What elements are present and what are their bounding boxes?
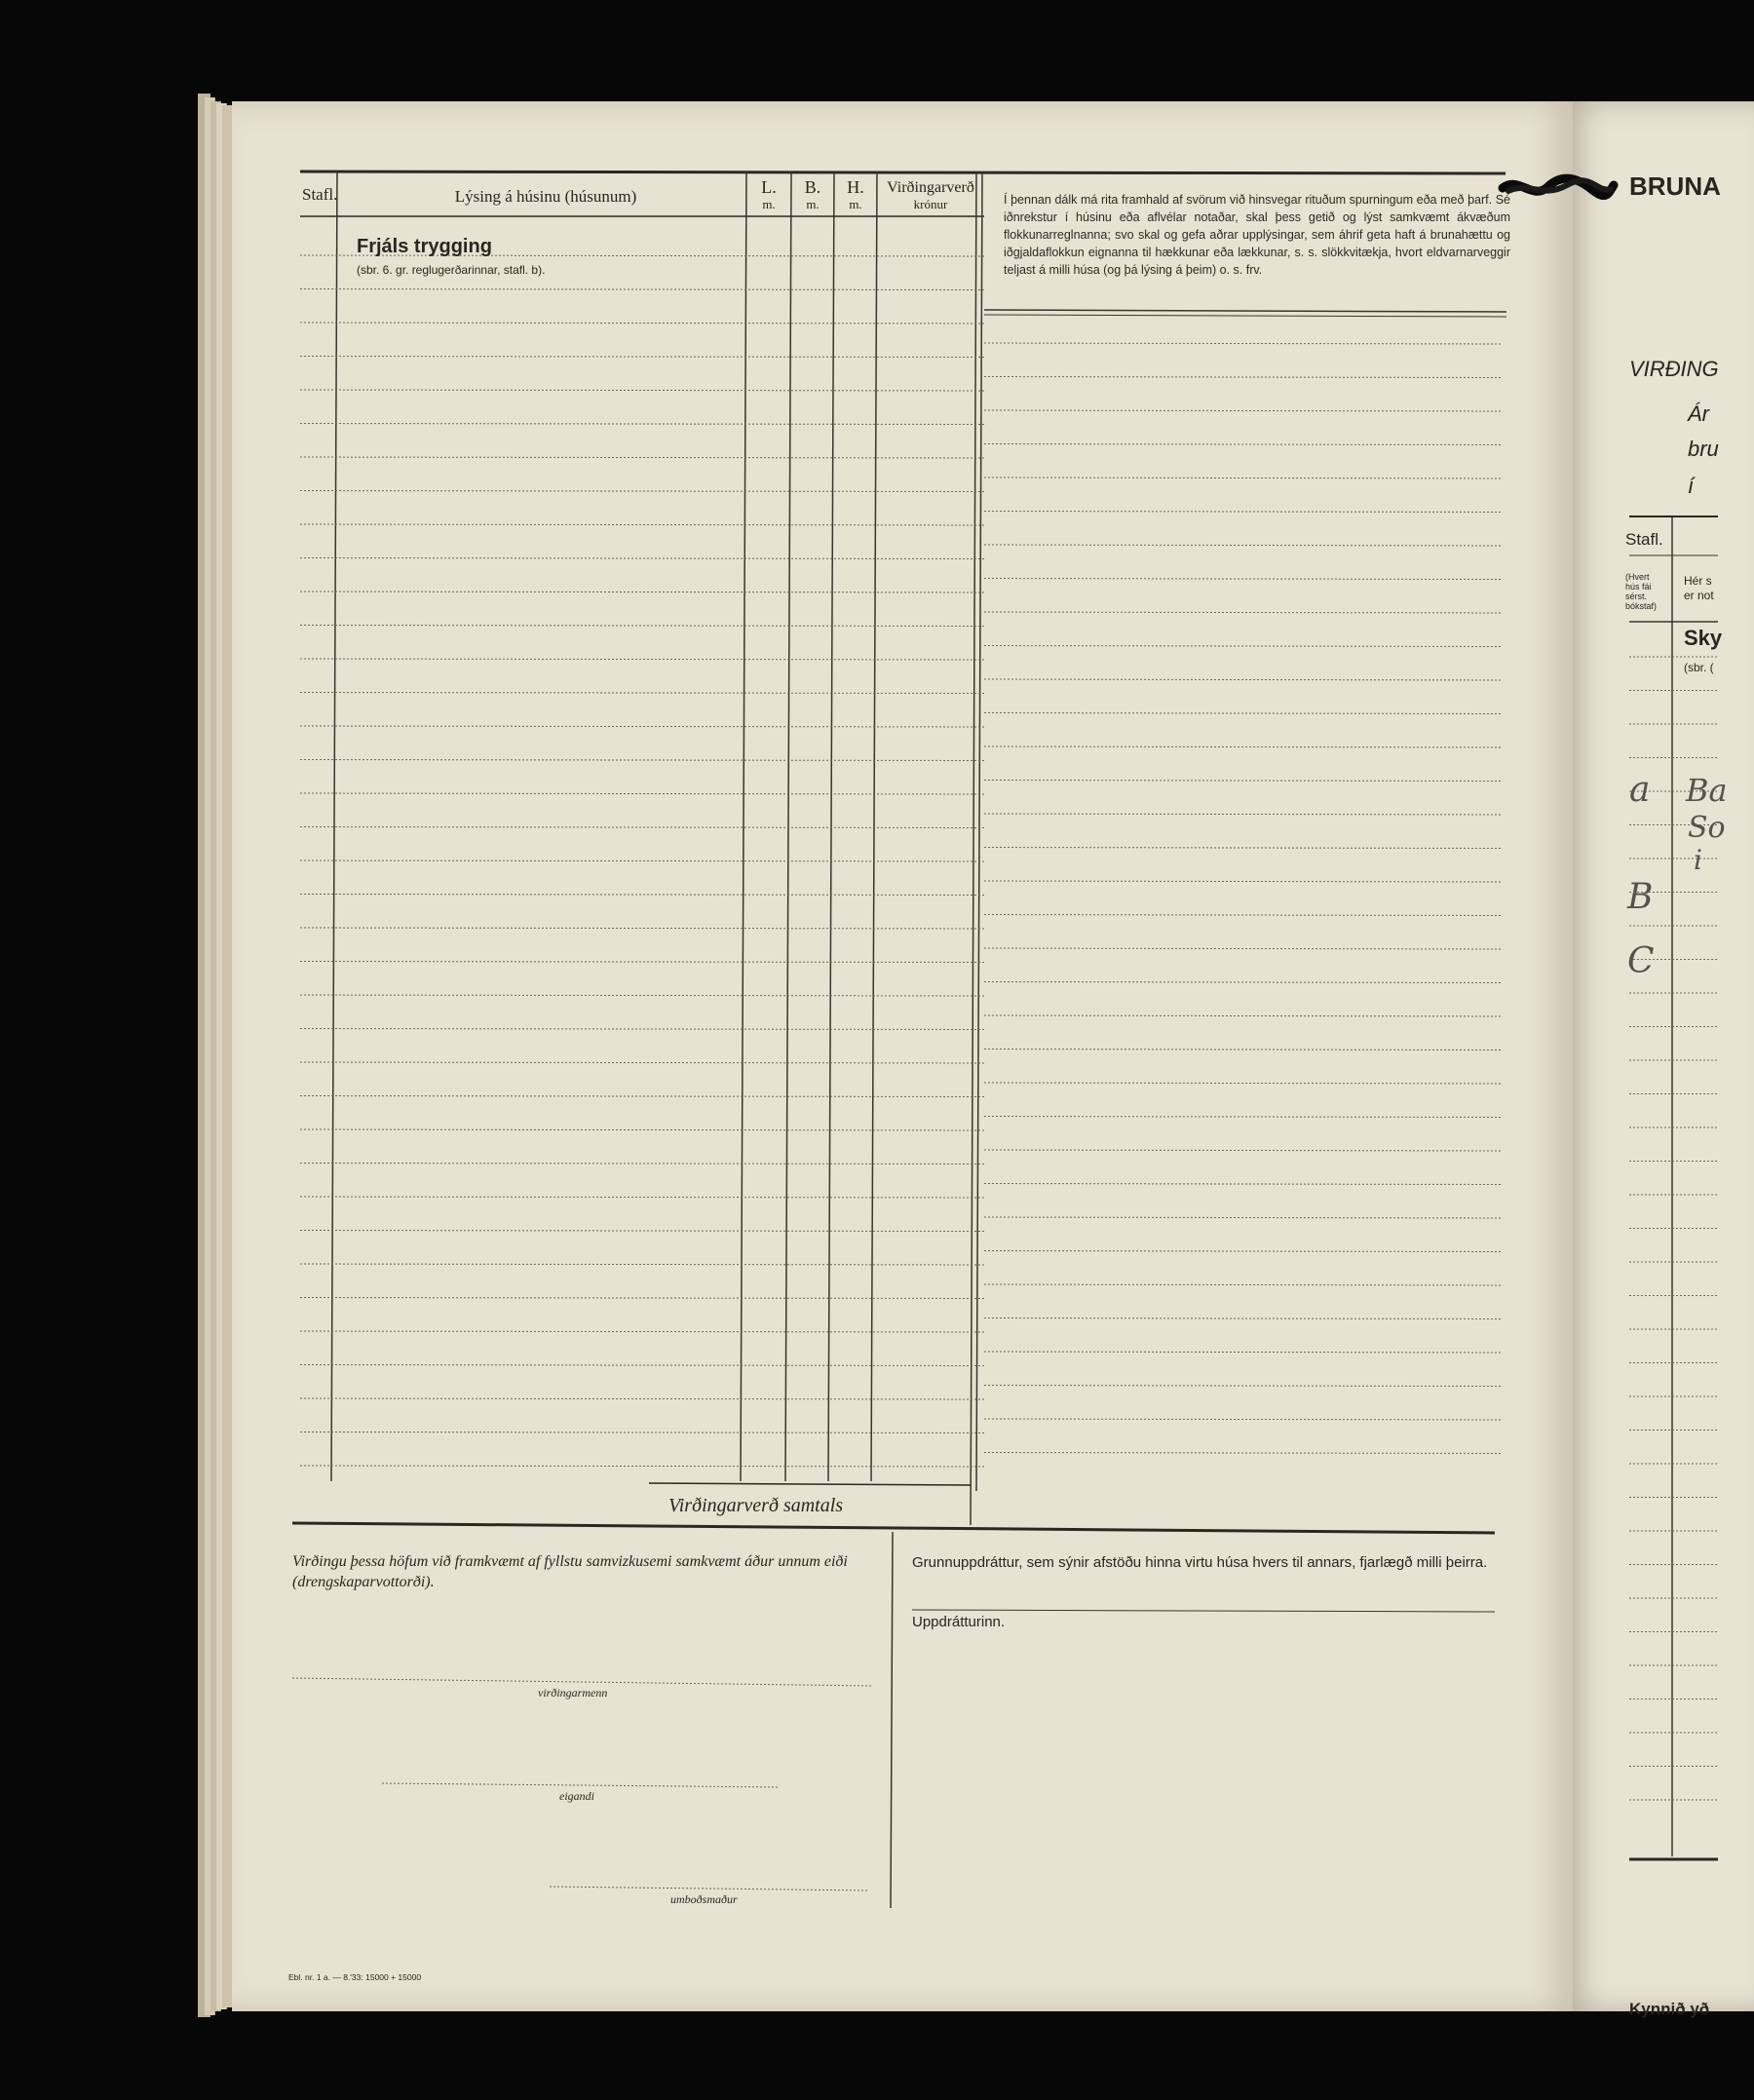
row-rule (984, 1083, 1503, 1084)
row-rule (984, 1352, 1503, 1353)
row-rule (984, 915, 1503, 916)
facing-col-text: Hér s er not (1684, 574, 1714, 602)
intro-rule (984, 315, 1506, 317)
map-text: Grunnuppdráttur, sem sýnir afstöðu hinna virtu húsa hvers til annars, fjarlægð milli þeirra. (912, 1554, 1488, 1571)
row-rule (984, 1453, 1503, 1454)
row-rule (300, 626, 984, 627)
row-rule (300, 1466, 984, 1467)
row-rule (300, 491, 984, 492)
row-rule (984, 444, 1503, 445)
total-label: Virðingarverð samtals (668, 1495, 844, 1516)
col-h-header: H. m. (847, 177, 864, 211)
row-rule (984, 1284, 1503, 1285)
row-rule (984, 1419, 1503, 1420)
facing-heading: VIRÐING (1629, 357, 1719, 381)
row-rule (300, 558, 984, 559)
table-top-rule (300, 172, 1506, 173)
column-rule (871, 172, 877, 1481)
facing-hand-1: Ba (1686, 772, 1728, 809)
facing-col-note: (Hvert hús fái sérst. bókstaf) (1625, 572, 1658, 611)
row-rule (300, 289, 984, 290)
row-rule (300, 1029, 984, 1030)
row-rule (300, 995, 984, 996)
print-code: Ebl. nr. 1 a. — 8.'33: 15000 + 15000 (288, 1972, 422, 1982)
row-rule (984, 512, 1503, 513)
sig-label-virdingarmenn: virðingarmenn (538, 1686, 608, 1699)
facing-line-i: í (1688, 474, 1695, 498)
row-rule (984, 814, 1503, 815)
col-lysing-header: Lýsing á húsinu (húsunum) (454, 187, 637, 206)
row-rule (984, 881, 1503, 882)
row-rule (984, 1217, 1503, 1218)
signature-line (292, 1678, 871, 1686)
map-label: Uppdrátturinn. (912, 1614, 1006, 1630)
row-rule (300, 827, 984, 828)
facing-title: BRUNA (1629, 172, 1721, 201)
row-rule (300, 1331, 984, 1332)
row-rule (984, 1251, 1503, 1252)
signature-line (550, 1887, 869, 1890)
column-rule (331, 172, 337, 1481)
row-rule (300, 1129, 984, 1130)
intro-rule (984, 310, 1506, 312)
row-rule (984, 1318, 1503, 1319)
footer-top-rule (292, 1523, 1495, 1533)
signature-line (382, 1783, 780, 1787)
facing-hand-2: So (1688, 811, 1726, 845)
row-rule (300, 457, 984, 458)
row-rule (300, 424, 984, 425)
row-rule (300, 1432, 984, 1433)
row-rule (984, 1015, 1503, 1016)
footer-divider (891, 1532, 893, 1908)
right-column-intro: Í þennan dálk má rita framhald af svörum við hinsvegar rituðum spurningum eða með þarf. Sé iðnrekstur í húsinu eða aflvélar notaðar, skal þess getið og lýst samkvæmt ákvæðum flokkunarreglnanna; svo skal og gefa aðrar upplýsingar, sem áhrif geta haft á brunahættu og iðgjaldaflokkun eignanna til hækkunar eða lækkunar, s. s. slökkvitækja, hvort eldvarnarveggir teljast á milli húsa (og þá lýsing á þeim) o. s. frv. (1004, 193, 1510, 277)
row-rule (300, 962, 984, 963)
row-rule (300, 793, 984, 794)
row-rule (300, 1398, 984, 1399)
column-rule (976, 172, 982, 1491)
row-rule (300, 726, 984, 727)
row-rule (300, 693, 984, 694)
row-rule (300, 1164, 984, 1165)
col-l-header: L. m. (761, 177, 777, 211)
row-rule (984, 545, 1503, 546)
row-rule (300, 1096, 984, 1097)
row-rule (300, 1197, 984, 1198)
row-rule (300, 1298, 984, 1299)
binding-thread (1499, 173, 1616, 203)
total-rule (649, 1483, 971, 1485)
row-rule (300, 760, 984, 761)
col-stafl-header: Stafl. (302, 185, 338, 204)
column-rule (785, 172, 791, 1481)
row-rule (984, 377, 1503, 378)
row-rule (984, 679, 1503, 680)
row-rule (300, 323, 984, 324)
facing-col-stafl: Stafl. (1625, 530, 1663, 549)
row-rule (300, 1231, 984, 1232)
row-rule (300, 860, 984, 861)
row-rule (984, 646, 1503, 647)
facing-hand-a: a (1629, 770, 1651, 810)
facing-hand-c: C (1627, 941, 1655, 981)
row-rule (300, 928, 984, 929)
column-rule (971, 172, 976, 1525)
sig-label-umbodsmadur: umboðsmaður (670, 1892, 738, 1906)
facing-section: Sky (1684, 626, 1723, 650)
row-rule (984, 1150, 1503, 1151)
row-rule (300, 1062, 984, 1063)
facing-hand-3: i (1694, 844, 1702, 876)
row-rule (300, 659, 984, 660)
row-rule (984, 477, 1503, 478)
column-rule (828, 172, 834, 1481)
row-rule (984, 1117, 1503, 1118)
row-rule (984, 713, 1503, 714)
row-rule (984, 410, 1503, 411)
facing-footer: Kynnið yð (1629, 2000, 1710, 2018)
facing-hand-b: B (1627, 877, 1654, 917)
row-rule (984, 1184, 1503, 1185)
row-rule (984, 848, 1503, 849)
col-b-header: B. m. (804, 177, 821, 211)
column-rule (741, 172, 746, 1481)
row-rule (984, 1386, 1503, 1387)
row-rule (984, 982, 1503, 983)
row-rule (300, 1365, 984, 1366)
row-rule (300, 524, 984, 525)
row-rule (984, 746, 1503, 747)
row-rule (300, 390, 984, 391)
row-rule (300, 357, 984, 358)
sig-label-eigandi: eigandi (559, 1789, 594, 1803)
row-rule (984, 579, 1503, 580)
facing-line-bru: bru (1688, 437, 1719, 461)
section-title: Frjáls trygging (357, 236, 492, 257)
section-note: (sbr. 6. gr. reglugerðarinnar, stafl. b). (357, 263, 546, 277)
facing-line-ar: Ár (1688, 401, 1709, 426)
row-rule (984, 781, 1503, 782)
facing-section-note: (sbr. ( (1684, 661, 1714, 674)
col-verd-header: Virðingarverð krónur (887, 179, 974, 211)
row-rule (984, 948, 1503, 949)
map-rule (912, 1610, 1495, 1612)
row-rule (984, 343, 1503, 344)
row-rule (300, 1264, 984, 1265)
row-rule (300, 895, 984, 896)
declaration-text: Virðingu þessa höfum við framkvæmt af fyllstu samvizkusemi samkvæmt áður unnum eiði (drengskaparvottorði). (292, 1553, 848, 1590)
row-rule (984, 612, 1503, 613)
